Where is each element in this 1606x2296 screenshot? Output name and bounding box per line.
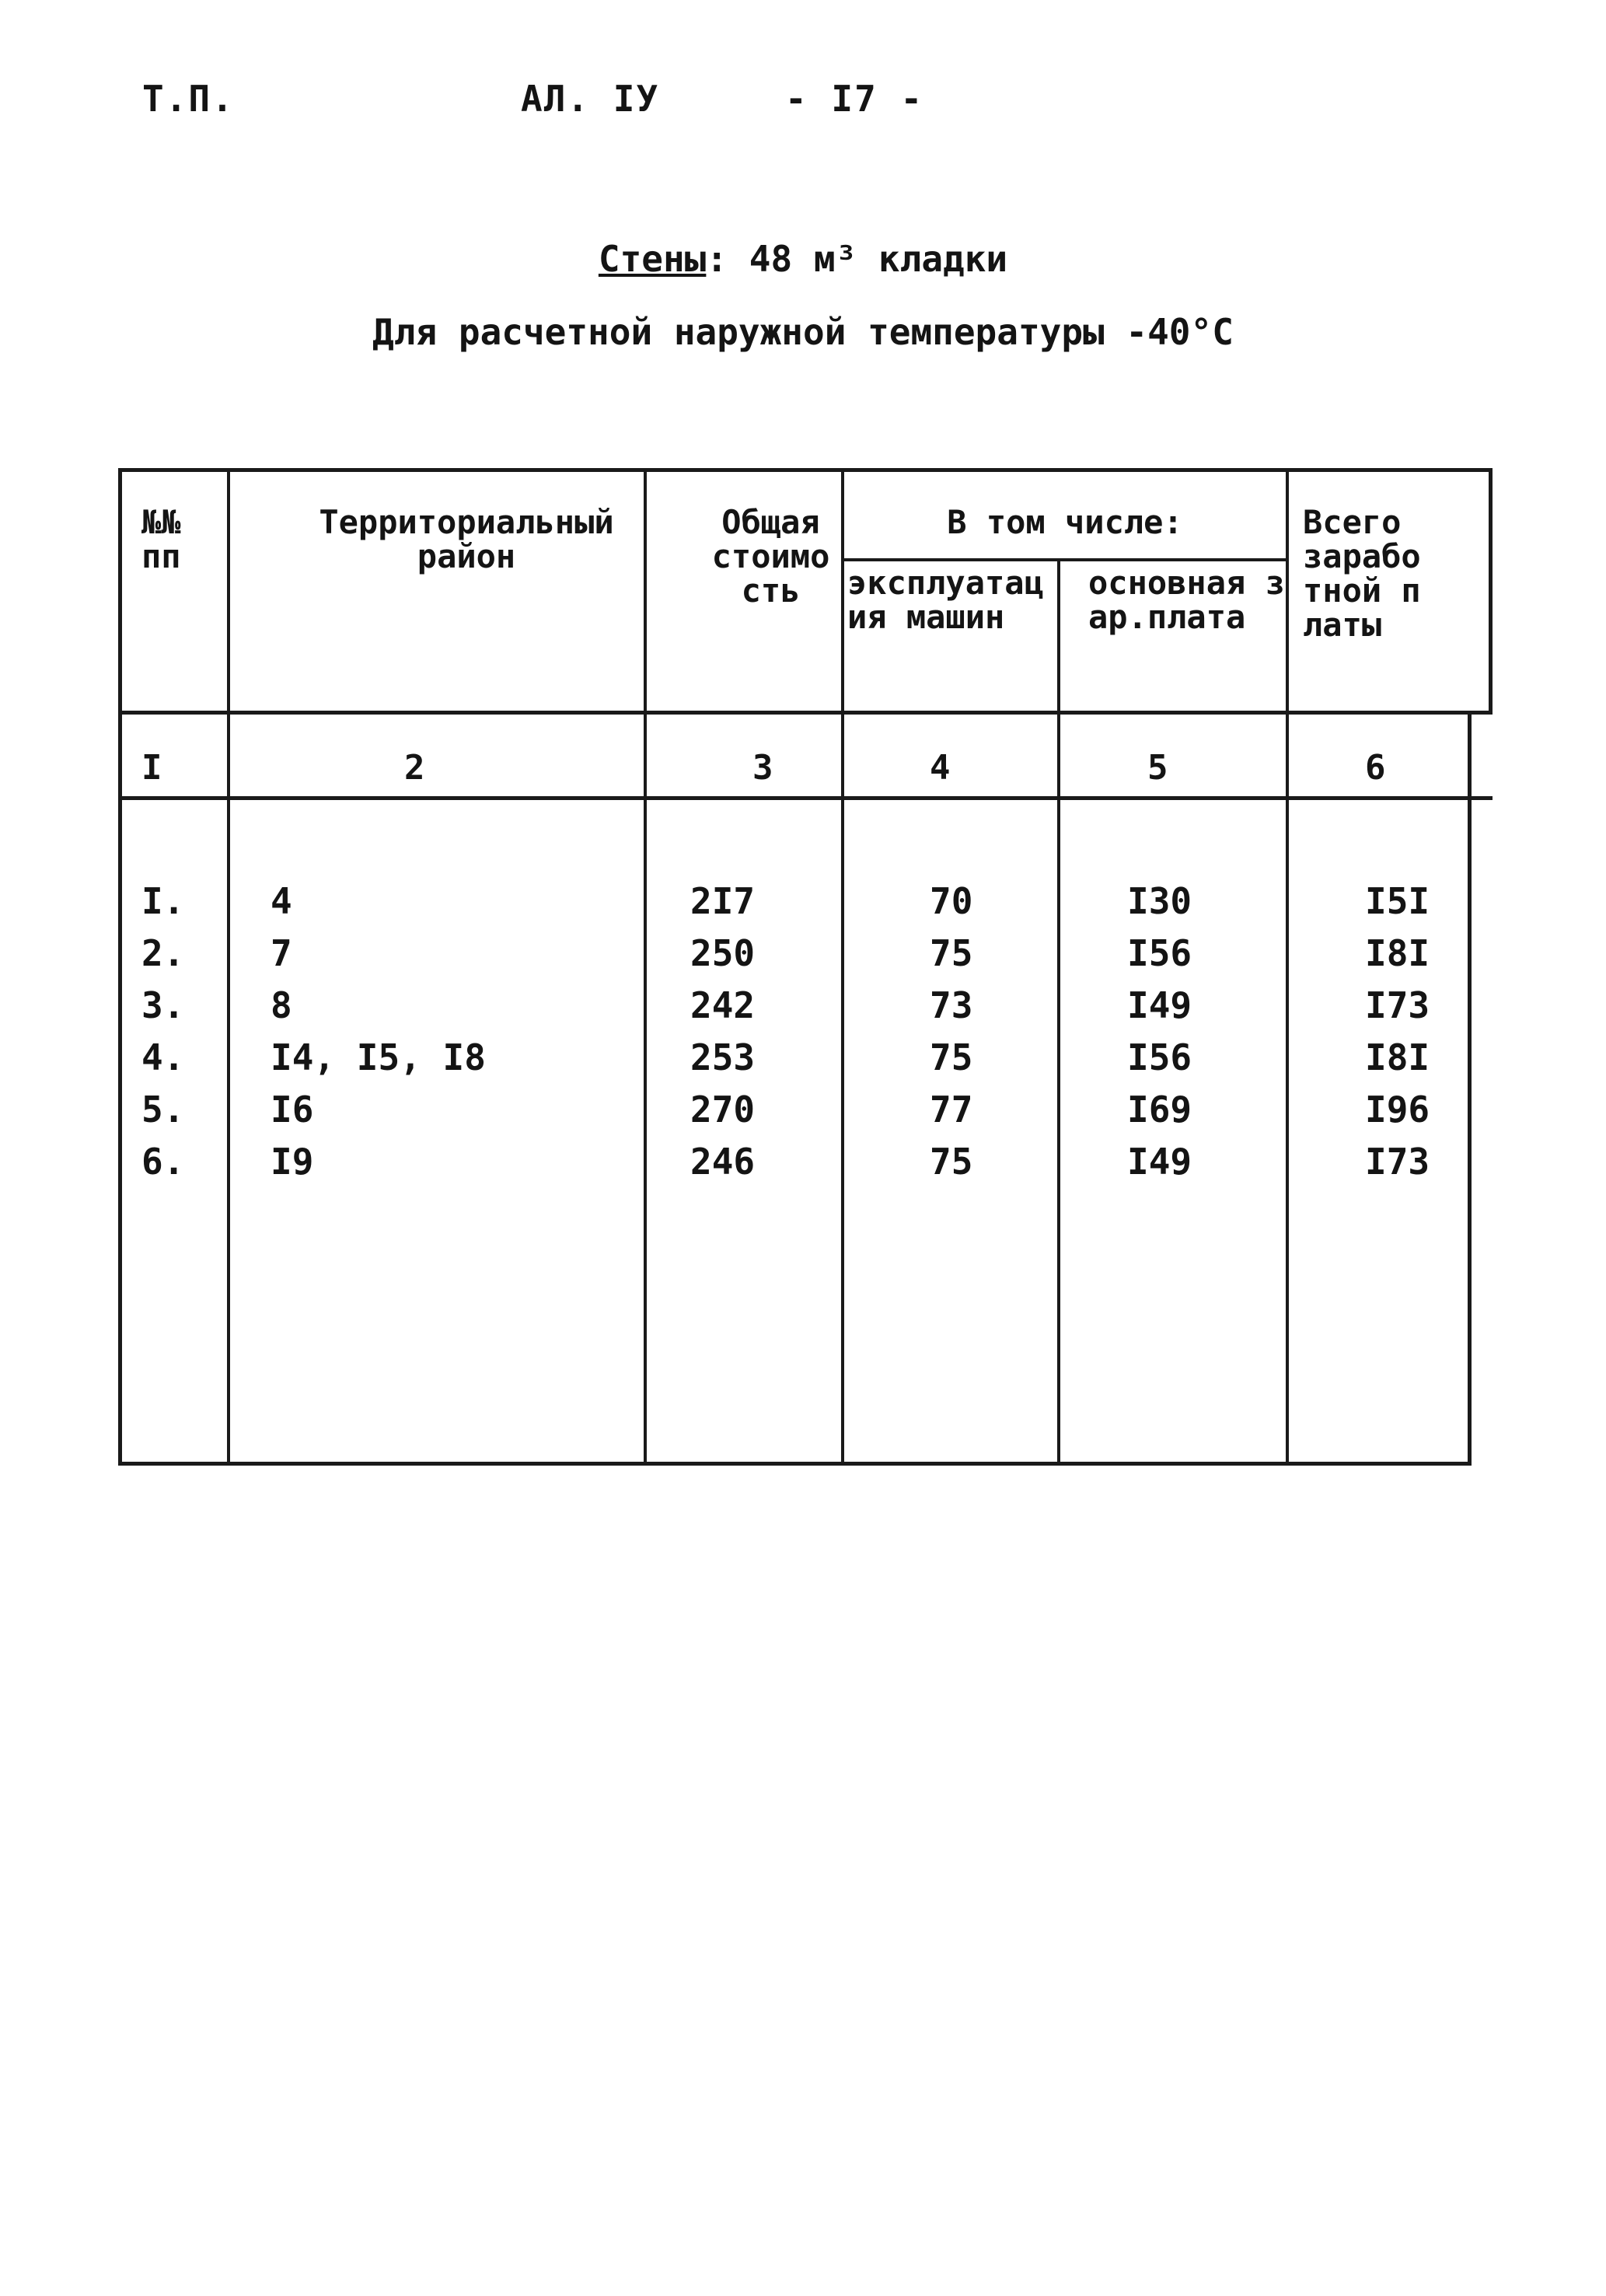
table-border-right-lower	[1468, 715, 1472, 1466]
table-row-total: 270	[690, 1089, 756, 1131]
col-divider-1	[227, 468, 230, 1466]
colnum-1: I	[141, 748, 162, 788]
table-row-salary: I56	[1127, 1036, 1192, 1078]
title-label: Стены	[598, 238, 707, 280]
page-number: - I7 -	[785, 78, 924, 120]
table-row-machines: 75	[930, 1141, 973, 1183]
table-row-region: I9	[271, 1141, 314, 1183]
header-salary: основная зар.плата	[1088, 564, 1285, 636]
table-row-region: 7	[271, 932, 292, 974]
table-border-left	[118, 468, 122, 1466]
table-row-region: 4	[271, 880, 292, 922]
album-number: АЛ. IУ	[521, 78, 660, 120]
col-divider-2	[644, 468, 647, 1466]
colnum-4: 4	[930, 748, 951, 788]
colnum-3: 3	[752, 748, 773, 788]
column-total-salary	[1365, 875, 1430, 1188]
table-row-total: 253	[690, 1036, 756, 1078]
table-row-total-salary: I96	[1365, 1089, 1430, 1131]
column-total	[690, 875, 755, 1188]
col-divider-3	[841, 468, 844, 1466]
table-row-salary: I49	[1127, 984, 1192, 1026]
table-row-num: 5.	[141, 1089, 185, 1131]
header-including: В том числе:	[947, 503, 1183, 541]
table-title	[0, 238, 1606, 280]
header-total: Общая стоимость	[711, 503, 830, 610]
table-row-machines: 75	[930, 1036, 973, 1078]
table-row-total: 242	[690, 984, 756, 1026]
table-row-salary: I49	[1127, 1141, 1192, 1183]
table-row-region: 8	[271, 984, 292, 1026]
table-subtitle: Для расчетной наружной температуры -40°С	[372, 311, 1234, 353]
colnum-6: 6	[1365, 748, 1386, 788]
table-row-num: 2.	[141, 932, 185, 974]
table-row-total-salary: I8I	[1365, 1036, 1430, 1078]
column-num	[141, 875, 184, 1188]
table-border-bottom	[118, 1462, 1471, 1466]
table-row-total: 250	[690, 932, 756, 974]
header-machines: эксплуатация машин	[847, 564, 1044, 636]
table-row-num: 4.	[141, 1036, 185, 1078]
table-row-total: 246	[690, 1141, 756, 1183]
table-row-total-salary: I73	[1365, 984, 1430, 1026]
table-row-total-salary: I8I	[1365, 932, 1430, 974]
table-row-machines: 77	[930, 1089, 973, 1131]
header-total-salary: Всего заработной платы	[1303, 503, 1421, 644]
table-row-salary: I30	[1127, 880, 1192, 922]
table-row-region: I4, I5, I8	[271, 1036, 486, 1078]
title-rest: : 48 м³ кладки	[706, 238, 1008, 280]
table-row-total: 2I7	[690, 880, 756, 922]
table-row-machines: 70	[930, 880, 973, 922]
table-row-total-salary: I73	[1365, 1141, 1430, 1183]
header-num: №№ пп	[141, 503, 181, 575]
table-row-total-salary: I5I	[1365, 880, 1430, 922]
colnum-5: 5	[1147, 748, 1168, 788]
table-row-salary: I69	[1127, 1089, 1192, 1131]
table-row-num: 6.	[141, 1141, 185, 1183]
colnum-2: 2	[404, 748, 425, 788]
table-row-region: I6	[271, 1089, 314, 1131]
subheader-rule	[841, 558, 1286, 561]
column-salary	[1127, 875, 1192, 1188]
table-row-machines: 75	[930, 932, 973, 974]
table-row-machines: 73	[930, 984, 973, 1026]
column-region	[271, 875, 486, 1188]
table-row-num: I.	[141, 880, 185, 922]
table-row-num: 3.	[141, 984, 185, 1026]
col-divider-4	[1057, 558, 1060, 1466]
doc-code: Т.П.	[142, 78, 235, 120]
table-row-salary: I56	[1127, 932, 1192, 974]
column-machines	[930, 875, 972, 1188]
header-region: Территориальный район	[319, 503, 614, 575]
table-border-right	[1489, 468, 1493, 715]
